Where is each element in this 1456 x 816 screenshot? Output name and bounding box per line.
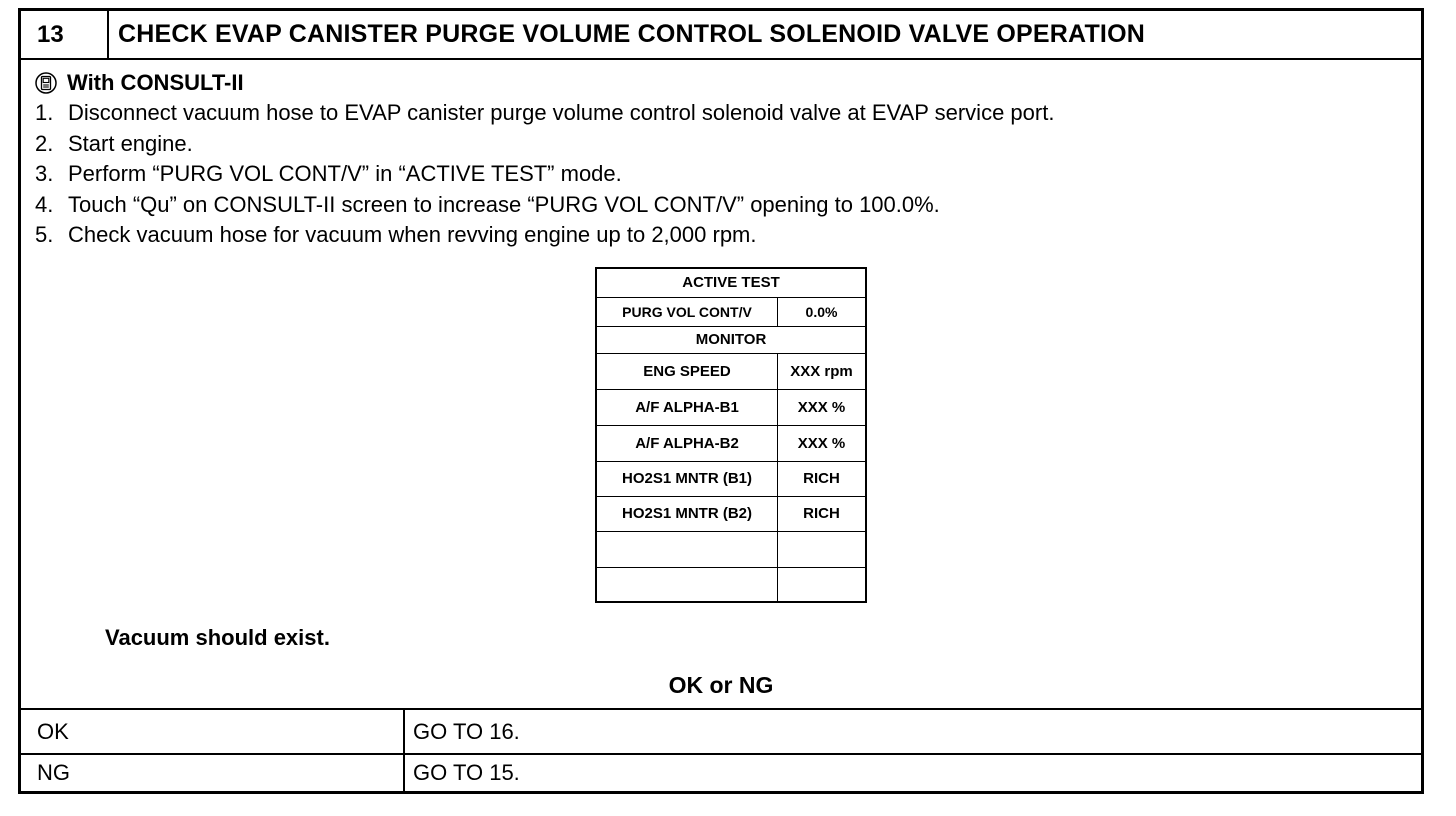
result-label: NG (37, 760, 70, 785)
expected-result: Vacuum should exist. (105, 625, 330, 650)
step-item-text: Check vacuum hose for vacuum when revving engine up to 2,000 rpm. (68, 222, 757, 247)
monitor-row-value: XXX % (778, 425, 867, 461)
monitor-row-value: XXX % (778, 389, 867, 425)
monitor-row-label (596, 531, 778, 567)
step-title: CHECK EVAP CANISTER PURGE VOLUME CONTROL SOLENOID VALVE OPERATION (118, 20, 1145, 48)
monitor-row-label: ENG SPEED (596, 353, 778, 389)
step-item (35, 159, 1054, 190)
judgement-label: OK or NG (668, 672, 774, 698)
monitor-row-value: RICH (778, 461, 867, 496)
step-item-number: 4. (35, 191, 54, 217)
test-item-label: PURG VOL CONT/V (596, 297, 778, 326)
step-header (21, 11, 1421, 60)
result-divider (403, 710, 405, 753)
step-item (35, 220, 1054, 251)
monitor-row-label (596, 567, 778, 602)
monitor-row-label: HO2S1 MNTR (B2) (596, 496, 778, 531)
step-item-text: Touch “Qu” on CONSULT-II screen to increase “PURG VOL CONT/V” opening to 100.0%. (68, 191, 940, 217)
step-item-number: 2. (35, 130, 54, 156)
consult-tool-icon (35, 72, 57, 94)
step-item-text: Perform “PURG VOL CONT/V” in “ACTIVE TEST” mode. (68, 161, 622, 186)
result-label: OK (37, 718, 69, 744)
step-item (35, 190, 1054, 221)
step-item-number: 5. (35, 222, 54, 247)
monitor-row-value (778, 531, 867, 567)
monitor-row-label: A/F ALPHA-B2 (596, 425, 778, 461)
monitor-row-label: A/F ALPHA-B1 (596, 389, 778, 425)
result-divider (403, 755, 405, 791)
procedure-frame (18, 8, 1424, 794)
result-action: GO TO 16. (413, 718, 520, 744)
step-item (35, 129, 1054, 160)
consult-screen-table (595, 267, 867, 603)
active-test-title: ACTIVE TEST (596, 268, 866, 297)
result-action: GO TO 15. (413, 760, 520, 785)
step-item-number: 3. (35, 161, 54, 186)
step-list (35, 98, 1054, 251)
step-item (35, 98, 1054, 129)
monitor-title: MONITOR (596, 326, 866, 353)
step-item-number: 1. (35, 100, 54, 125)
monitor-row-value: RICH (778, 496, 867, 531)
step-item-text: Start engine. (68, 130, 193, 156)
result-row-ng (21, 755, 1421, 791)
monitor-row-value: XXX rpm (778, 353, 867, 389)
mode-line (35, 69, 244, 97)
procedure-body (21, 60, 1421, 710)
result-row-ok (21, 710, 1421, 755)
monitor-row-label: HO2S1 MNTR (B1) (596, 461, 778, 496)
monitor-row-value (778, 567, 867, 602)
step-item-text: Disconnect vacuum hose to EVAP canister purge volume control solenoid valve at EVAP service port. (68, 100, 1055, 125)
test-item-value: 0.0% (778, 297, 867, 326)
step-number: 13 (21, 11, 109, 58)
mode-label: With CONSULT-II (67, 70, 244, 95)
